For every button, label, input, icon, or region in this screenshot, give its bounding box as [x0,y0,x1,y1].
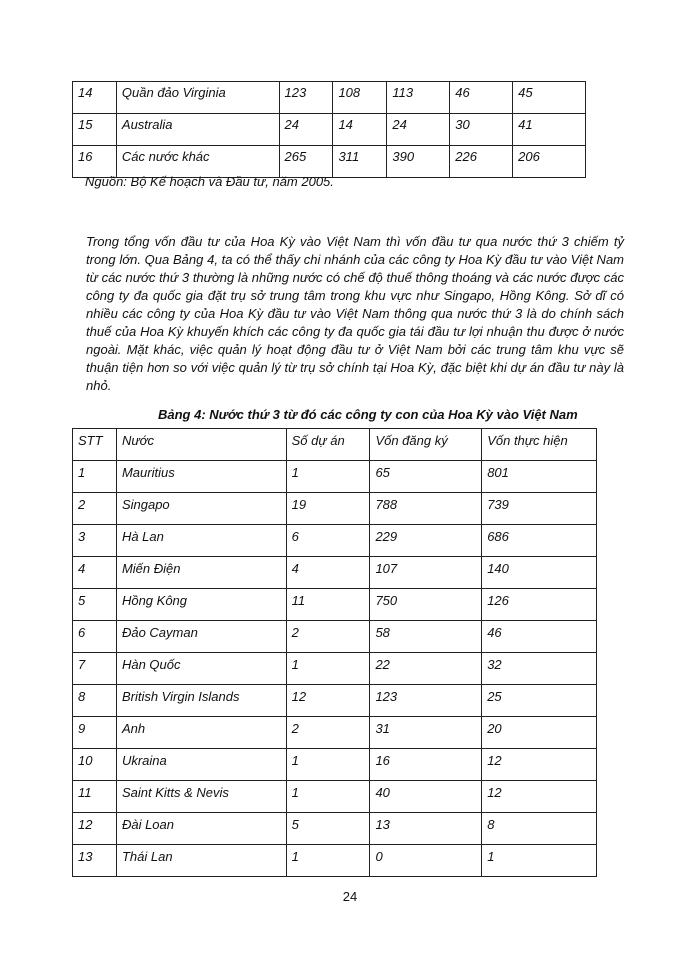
table-row [73,813,597,845]
table-cell: 265 [279,146,333,178]
table-cell: 6 [286,525,370,557]
table-cell: 32 [482,653,597,685]
table-row [73,749,597,781]
table-cell: Hà Lan [116,525,286,557]
table-row [73,589,597,621]
table-cell: 311 [333,146,387,178]
table-cell: 45 [513,82,586,114]
table-row [73,845,597,877]
table-cell: 11 [286,589,370,621]
table-row [73,717,597,749]
table-cell: 6 [73,621,117,653]
table-cell: Nước [116,429,286,461]
table-cell: 13 [73,845,117,877]
table-cell: 123 [279,82,333,114]
top-table-body [73,82,586,178]
table-cell: 14 [73,82,117,114]
table-cell: 40 [370,781,482,813]
table-cell: 1 [286,845,370,877]
table-cell: Vốn đăng ký [370,429,482,461]
table-cell: 25 [482,685,597,717]
table-cell: Đảo Cayman [116,621,286,653]
table-cell: 46 [450,82,513,114]
table-cell: 13 [370,813,482,845]
table-row [73,461,597,493]
table-cell: Miến Điện [116,557,286,589]
table-cell: Đài Loan [116,813,286,845]
table-cell: 126 [482,589,597,621]
table-caption: Bảng 4: Nước thứ 3 từ đó các công ty con của Hoa Kỳ vào Việt Nam [158,407,578,422]
table-cell: 15 [73,114,117,146]
table-cell: 4 [286,557,370,589]
table-cell: 739 [482,493,597,525]
table-cell: 12 [482,781,597,813]
table-cell: 19 [286,493,370,525]
table-cell: Australia [116,114,279,146]
table-row [73,685,597,717]
table-cell: 1 [286,461,370,493]
table-cell: 24 [387,114,450,146]
table-header-row [73,429,597,461]
table-cell: 2 [286,717,370,749]
table-cell: Thái Lan [116,845,286,877]
table-cell: 14 [333,114,387,146]
table-row [73,781,597,813]
table-cell: 16 [370,749,482,781]
table-cell: 41 [513,114,586,146]
table-cell: 12 [73,813,117,845]
table-cell: 390 [387,146,450,178]
table-cell: Singapo [116,493,286,525]
table-cell: 1 [482,845,597,877]
table-cell: 801 [482,461,597,493]
table-row [73,82,586,114]
table-cell: 1 [286,781,370,813]
source-note: Nguồn: Bộ Kế hoạch và Đầu tư, năm 2005. [85,174,334,189]
table-cell: 140 [482,557,597,589]
table-cell: Vốn thực hiện [482,429,597,461]
page-number: 24 [342,889,358,904]
table-cell: 226 [450,146,513,178]
table-cell: 8 [73,685,117,717]
table-cell: Ukraina [116,749,286,781]
table-cell: Quần đảo Virginia [116,82,279,114]
table-cell: STT [73,429,117,461]
table-cell: 30 [450,114,513,146]
table-cell: Hồng Kông [116,589,286,621]
table-cell: 206 [513,146,586,178]
table-cell: 2 [286,621,370,653]
table-cell: Số dự án [286,429,370,461]
table-cell: 113 [387,82,450,114]
table-cell: 750 [370,589,482,621]
main-table-body [73,429,597,877]
table-cell: 2 [73,493,117,525]
table-cell: 12 [482,749,597,781]
table-cell: Mauritius [116,461,286,493]
table-cell: 788 [370,493,482,525]
table-cell: 10 [73,749,117,781]
table-cell: 12 [286,685,370,717]
table-cell: 3 [73,525,117,557]
table-cell: 1 [286,749,370,781]
table-row [73,557,597,589]
table-cell: 9 [73,717,117,749]
table-row [73,621,597,653]
table-cell: 46 [482,621,597,653]
third-country-table [72,428,597,877]
table-cell: British Virgin Islands [116,685,286,717]
table-cell: 1 [286,653,370,685]
investment-table-continued [72,81,586,178]
table-cell: 8 [482,813,597,845]
table-cell: 31 [370,717,482,749]
table-cell: 0 [370,845,482,877]
table-row [73,146,586,178]
body-paragraph: Trong tổng vốn đầu tư của Hoa Kỳ vào Việt Nam thì vốn đầu tư qua nước thứ 3 chiếm tỷ trong lớn. Qua Bảng 4, ta có thể thấy chi nhánh của các công ty Hoa Kỳ đầu tư vào Việt Nam từ các nước thứ 3 thường là những nước có chế độ thuế thông thoáng và các nước được các công ty đa quốc gia đặt trụ sở trung tâm trong khu vực như Singapo, Hồng Kông. Sở dĩ có nhiều các công ty của Hoa Kỳ đầu tư vào Việt Nam thông qua nước thứ 3 là do chính sách thuế của Hoa Kỳ khuyến khích các công ty đa quốc gia tái đầu tư lợi nhuận thu được ở nước ngoài. Mặt khác, việc quản lý hoạt động đầu tư ở Việt Nam bởi các trung tâm khu vực sẽ thuận tiện hơn so với việc quản lý từ trụ sở chính tại Hoa Kỳ, đặc biệt khi dự án đầu tư này là nhỏ. [86,234,624,393]
table-cell: 22 [370,653,482,685]
table-cell: Saint Kitts & Nevis [116,781,286,813]
table-cell: Hàn Quốc [116,653,286,685]
table-cell: 108 [333,82,387,114]
table-cell: 229 [370,525,482,557]
table-cell: 58 [370,621,482,653]
table-cell: 11 [73,781,117,813]
table-row [73,114,586,146]
table-cell: 1 [73,461,117,493]
table-cell: Anh [116,717,286,749]
table-cell: 24 [279,114,333,146]
table-cell: 5 [73,589,117,621]
table-cell: 107 [370,557,482,589]
table-cell: 7 [73,653,117,685]
table-cell: 686 [482,525,597,557]
table-cell: Các nước khác [116,146,279,178]
table-cell: 4 [73,557,117,589]
table-cell: 16 [73,146,117,178]
table-cell: 123 [370,685,482,717]
table-row [73,653,597,685]
table-row [73,525,597,557]
table-cell: 20 [482,717,597,749]
table-cell: 5 [286,813,370,845]
table-row [73,493,597,525]
table-cell: 65 [370,461,482,493]
